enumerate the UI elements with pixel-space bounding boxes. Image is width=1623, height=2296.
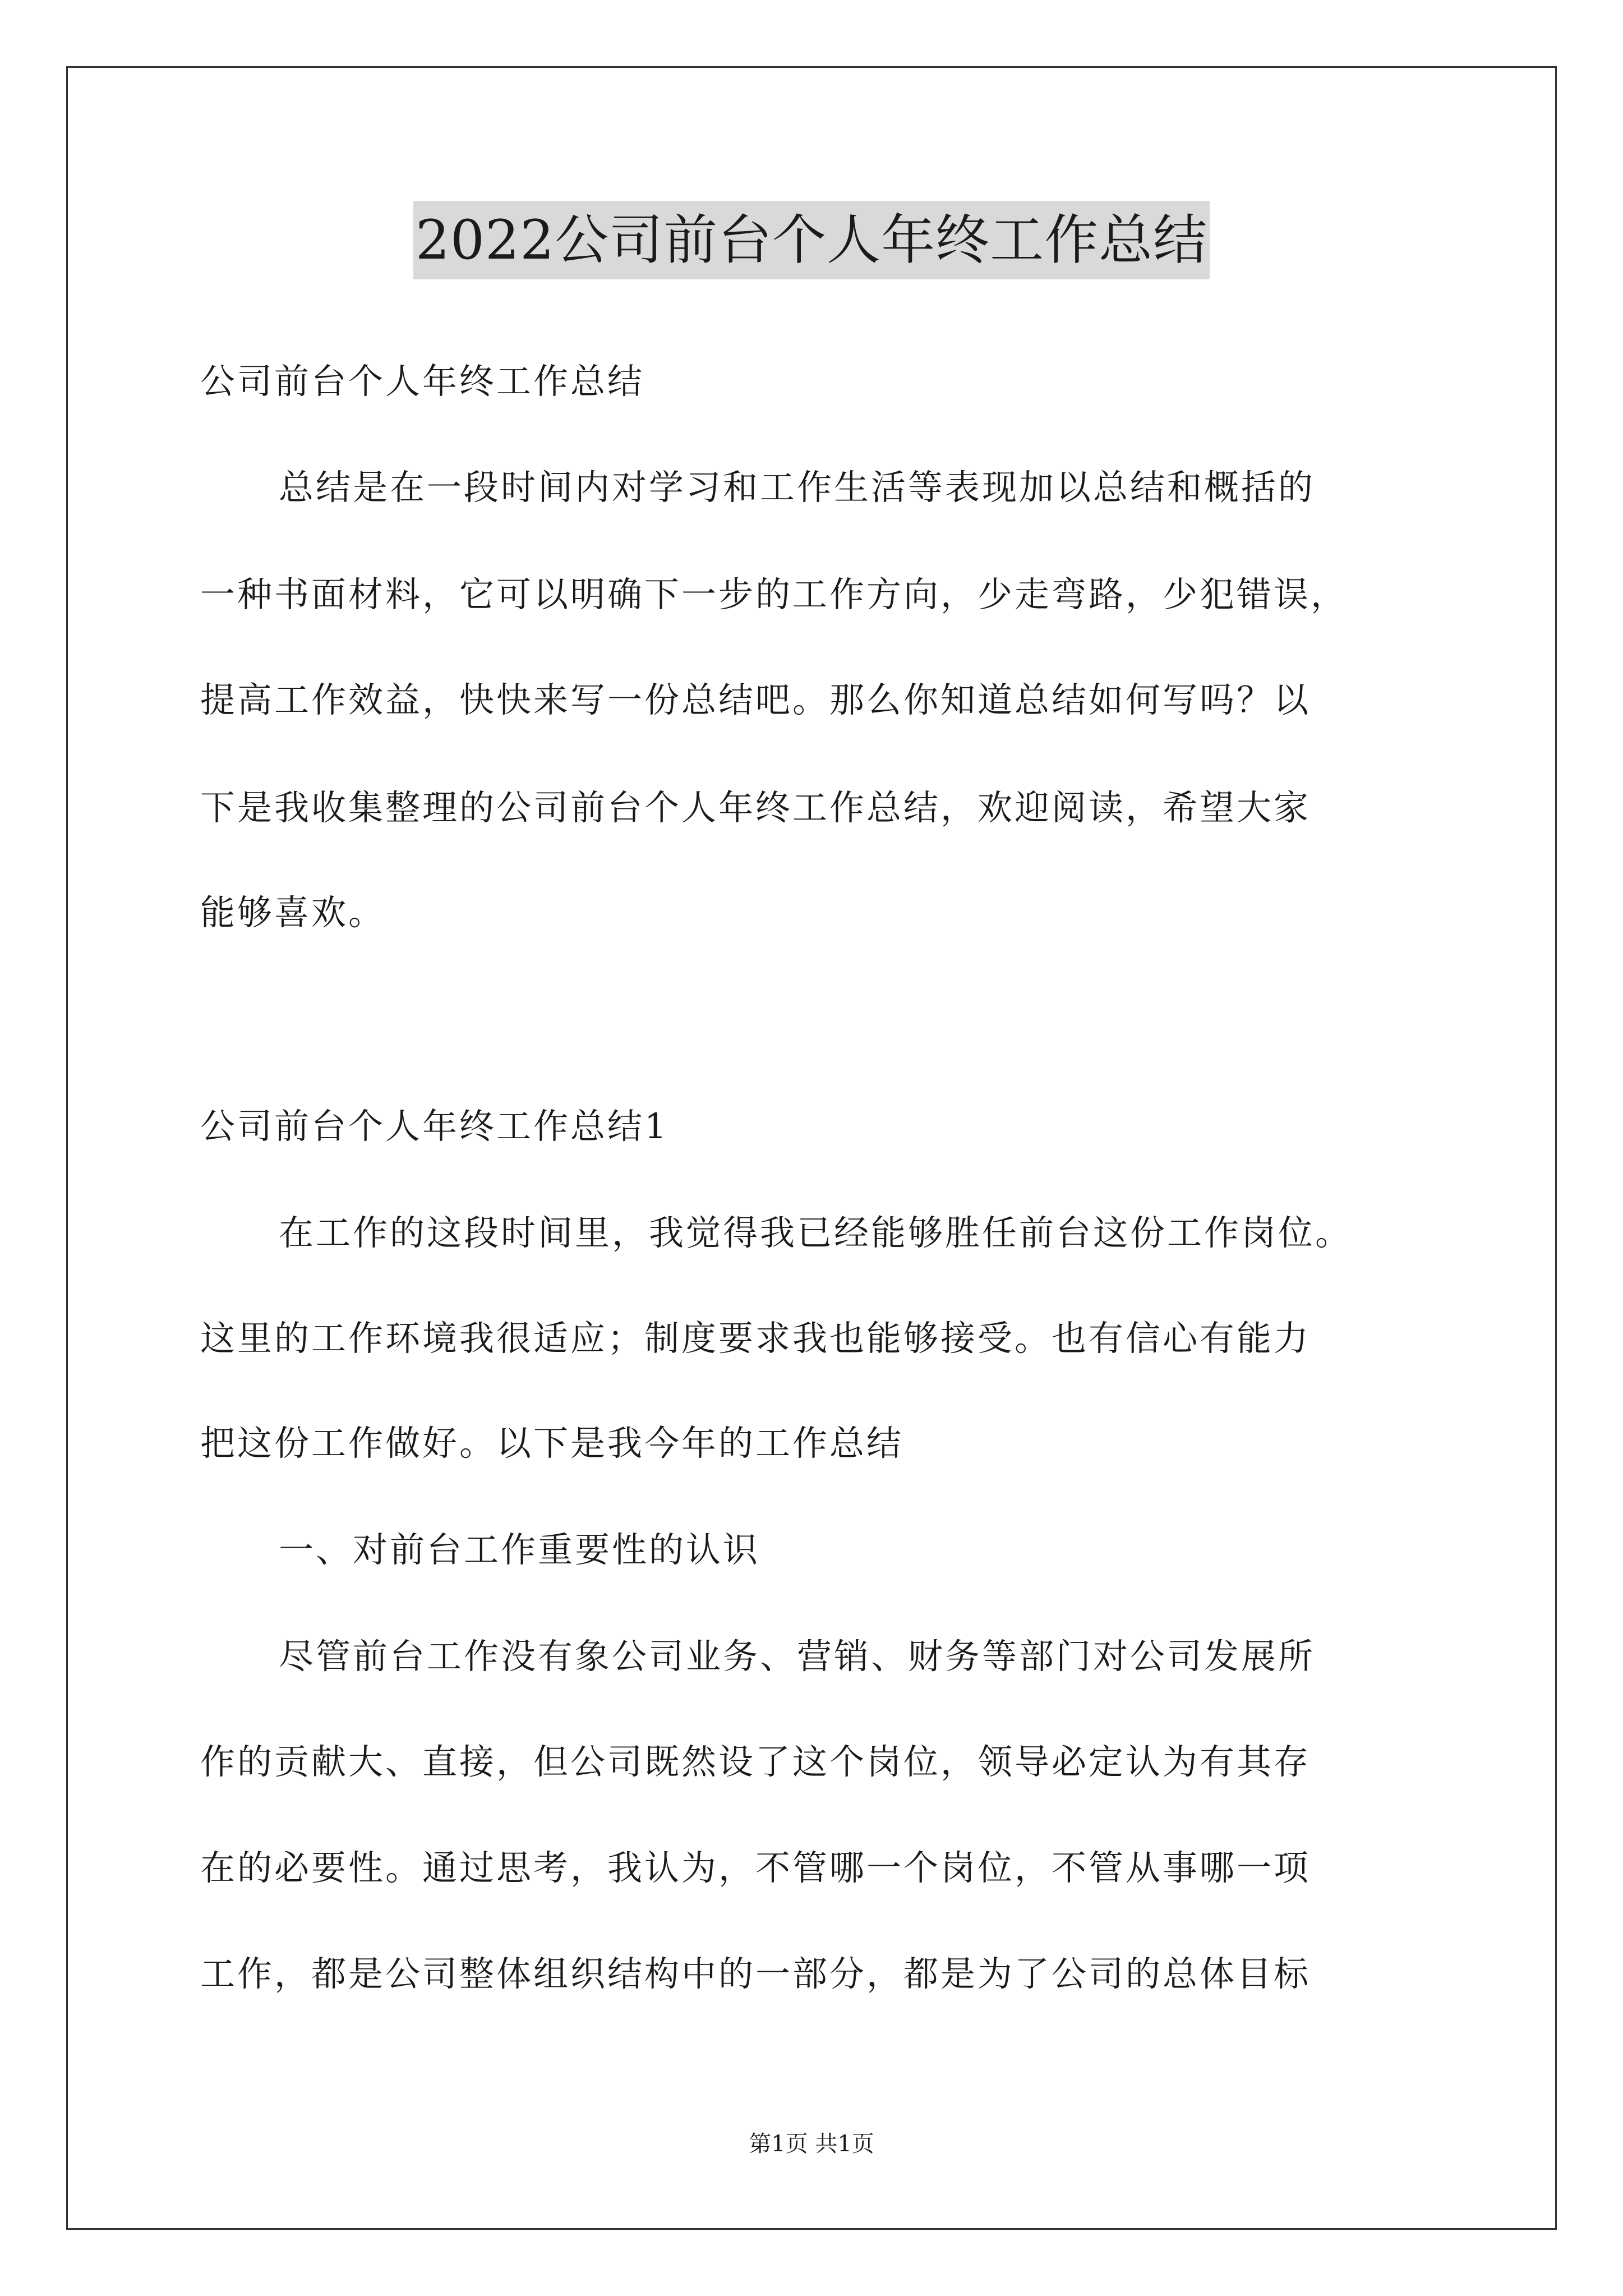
intro-line: 提高工作效益，快快来写一份总结吧。那么你知道总结如何写吗？以 — [200, 679, 1311, 720]
paragraph-line: 工作，都是公司整体组织结构中的一部分，都是为了公司的总体目标 — [200, 1953, 1311, 1994]
paragraph-line: 在的必要性。通过思考，我认为，不管哪一个岗位，不管从事哪一项 — [200, 1847, 1311, 1888]
paragraph-line: 这里的工作环境我很适应；制度要求我也能够接受。也有信心有能力 — [200, 1318, 1311, 1359]
paragraph-line: 把这份工作做好。以下是我今年的工作总结 — [200, 1423, 904, 1464]
subheading: 一、对前台工作重要性的认识 — [279, 1529, 760, 1570]
subtitle: 公司前台个人年终工作总结 — [200, 361, 645, 402]
paragraph-line: 作的贡献大、直接，但公司既然设了这个岗位，领导必定认为有其存 — [200, 1741, 1311, 1782]
intro-line: 一种书面材料，它可以明确下一步的工作方向，少走弯路，少犯错误， — [200, 574, 1348, 615]
paragraph-line: 尽管前台工作没有象公司业务、营销、财务等部门对公司发展所 — [279, 1636, 1316, 1677]
page-footer: 第1页 共1页 — [749, 2131, 874, 2157]
section-heading: 公司前台个人年终工作总结1 — [200, 1106, 669, 1147]
intro-line: 总结是在一段时间内对学习和工作生活等表现加以总结和概括的 — [279, 467, 1316, 508]
title-container — [0, 201, 1623, 279]
intro-line: 能够喜欢。 — [200, 892, 386, 933]
paragraph-line: 在工作的这段时间里，我觉得我已经能够胜任前台这份工作岗位。 — [279, 1212, 1353, 1253]
intro-line: 下是我收集整理的公司前台个人年终工作总结，欢迎阅读，希望大家 — [200, 787, 1311, 828]
document-title: 2022公司前台个人年终工作总结 — [413, 201, 1210, 279]
